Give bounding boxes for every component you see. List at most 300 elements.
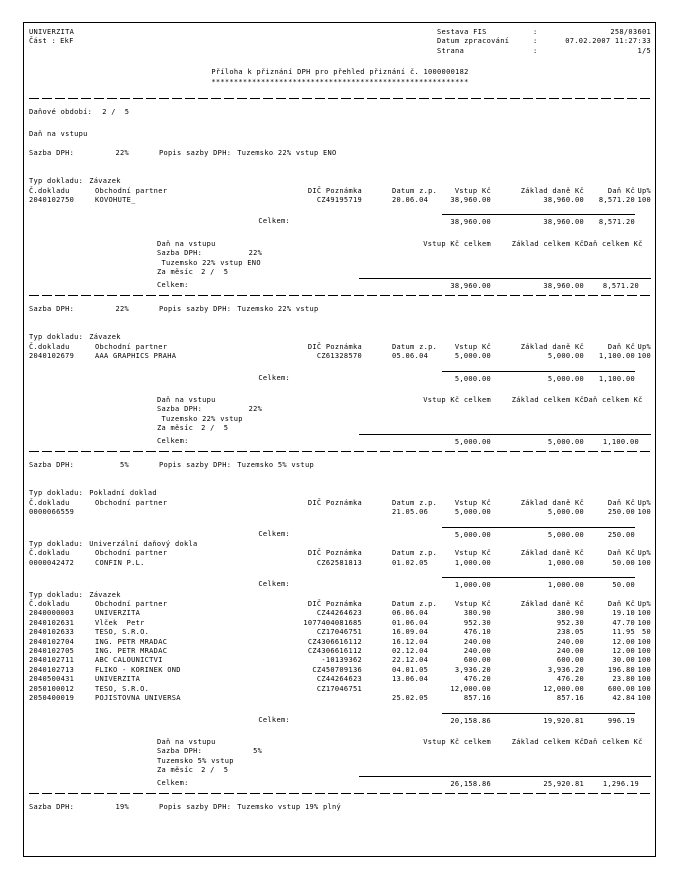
doc-type-line	[29, 177, 651, 186]
table-row	[29, 638, 651, 647]
cell-dic: CZ62581813	[316, 558, 362, 567]
total-spacer	[635, 371, 651, 384]
cell-partner: FLIKO - KORINEK OND	[95, 665, 181, 674]
cell-partner: ING. PETR MRADAC	[95, 637, 168, 646]
group-total-zaklad: 5,000.00	[491, 527, 584, 540]
summary-total-zaklad: 38,960.00	[491, 278, 584, 291]
col-header-doc: Č.dokladu	[29, 342, 70, 351]
cell-datum: 02.12.04	[392, 647, 429, 656]
sazba-dph-label: Sazba DPH:	[157, 249, 203, 258]
col-header-partner: Obchodní partner	[95, 186, 168, 195]
group-total-zaklad: 1,000.00	[491, 577, 584, 590]
summary-month-line	[29, 424, 651, 433]
group-total-vstup: 5,000.00	[442, 371, 491, 384]
cell-up: 100	[637, 609, 651, 618]
summary-col-zaklad: Základ celkem Kč	[511, 737, 584, 746]
org-block	[29, 28, 74, 56]
tax-direction-label: Daň na vstupu	[29, 130, 88, 139]
tax-direction-line	[29, 130, 651, 139]
report-paper	[23, 22, 656, 857]
rate-summary-block	[29, 396, 651, 447]
rate-header-line	[29, 305, 651, 314]
col-header-dic: DIČ Poznámka	[307, 600, 362, 609]
popis-sazby-desc: Tuzemsko 5% vstup	[237, 460, 314, 469]
col-header-datum: Datum z.p.	[392, 498, 438, 507]
group-total-label: Celkem:	[258, 373, 290, 382]
cell-vstup: 38,960.00	[450, 196, 491, 205]
group-total-row	[29, 527, 651, 540]
summary-total-line	[29, 278, 651, 291]
total-spacer	[362, 214, 442, 227]
group-total-vstup: 20,158.86	[442, 713, 491, 726]
col-header-vstup: Vstup Kč	[454, 600, 491, 609]
cell-vstup: 3,936.20	[454, 665, 491, 674]
popis-sazby-label: Popis sazby DPH:	[159, 460, 232, 469]
col-header-doc: Č.dokladu	[29, 186, 70, 195]
col-header-vstup: Vstup Kč	[454, 342, 491, 351]
typ-dokladu-value: Závazek	[89, 177, 121, 186]
total-spacer	[635, 713, 651, 726]
indent-spacer	[29, 415, 157, 424]
cell-dic: CZ4306616112	[307, 647, 362, 656]
rate-summary-block	[29, 738, 651, 789]
col-header-zaklad: Základ daně Kč	[520, 498, 584, 507]
cell-zaklad: 12,000.00	[543, 684, 584, 693]
summary-col-dan: Daň celkem Kč	[584, 239, 643, 248]
summary-total-vstup: 26,158.86	[359, 776, 491, 789]
cell-doc: 2040102711	[29, 656, 75, 665]
group-total-label: Celkem:	[258, 580, 290, 589]
col-header-zaklad: Základ daně Kč	[520, 549, 584, 558]
cell-dic: CZ17046751	[316, 684, 362, 693]
cell-dan: 23.80	[612, 675, 635, 684]
cell-vstup: 476.20	[463, 675, 491, 684]
za-mesic-label: Za měsíc	[157, 766, 194, 775]
cell-vstup: 380.90	[463, 609, 491, 618]
summary-total-vstup: 38,960.00	[359, 278, 491, 291]
col-header-partner: Obchodní partner	[95, 342, 168, 351]
cell-vstup: 600.00	[463, 656, 491, 665]
section-separator	[29, 793, 651, 794]
cell-partner: ABC CALOUNICTVI	[95, 656, 163, 665]
sazba-dph-rate: 22%	[115, 304, 129, 313]
za-mesic-value: 2 / 5	[201, 424, 229, 433]
total-spacer	[635, 527, 651, 540]
cell-up: 50	[641, 628, 651, 637]
col-header-dan: Daň Kč	[607, 342, 635, 351]
col-header-vstup: Vstup Kč	[454, 186, 491, 195]
report-title: Příloha k přiznání DPH pro přehled přiznání č. 1000000182	[211, 68, 469, 77]
col-header-datum: Datum z.p.	[392, 549, 438, 558]
summary-month-line	[29, 766, 651, 775]
summary-direction-label: Daň na vstupu	[157, 239, 216, 248]
summary-desc: Tuzemsko 5% vstup	[157, 756, 234, 765]
cell-datum: 21.05.06	[392, 508, 429, 517]
cell-dic: CZ4306616112	[307, 637, 362, 646]
cell-dan: 50.00	[612, 558, 635, 567]
table-row	[29, 559, 651, 568]
summary-total-zaklad: 25,920.81	[491, 776, 584, 789]
summary-header-line	[29, 240, 651, 249]
org-name: UNIVERZITA	[29, 28, 75, 36]
cell-partner: POJISTOVNA UNIVERSA	[95, 694, 181, 703]
col-header-zaklad: Základ daně Kč	[520, 600, 584, 609]
meta-colon: :	[533, 46, 538, 55]
cell-up: 100	[637, 196, 651, 205]
cell-datum: 20.06.04	[392, 196, 429, 205]
col-header-doc: Č.dokladu	[29, 498, 70, 507]
meta-label: Sestava FIS	[437, 28, 487, 36]
cell-zaklad: 38,960.00	[543, 196, 584, 205]
meta-label: Strana	[437, 46, 465, 55]
title-underline: *********************************************************	[211, 77, 469, 86]
cell-doc: 2040102631	[29, 618, 75, 627]
dept-label: Část :	[29, 37, 57, 46]
report-topbar	[29, 28, 651, 56]
cell-zaklad: 3,936.20	[547, 665, 584, 674]
cell-vstup: 240.00	[463, 647, 491, 656]
popis-sazby-desc: Tuzemsko 22% vstup	[237, 304, 319, 313]
col-header-zaklad: Základ daně Kč	[520, 186, 584, 195]
rate-header-line	[29, 461, 651, 470]
group-total-zaklad: 19,920.81	[491, 713, 584, 726]
popis-sazby-label: Popis sazby DPH:	[159, 802, 232, 811]
table-row	[29, 609, 651, 618]
cell-dan: 600.00	[607, 684, 635, 693]
col-header-dan: Daň Kč	[607, 600, 635, 609]
cell-datum: 05.06.04	[392, 352, 429, 361]
cell-doc: 2040000003	[29, 609, 75, 618]
typ-dokladu-value: Pokladní doklad	[89, 489, 157, 498]
cell-dic: CZ49195719	[316, 196, 362, 205]
group-total-label: Celkem:	[258, 529, 290, 538]
cell-up: 100	[637, 637, 651, 646]
cell-datum: 25.02.05	[392, 694, 429, 703]
cell-dic: CZ61328570	[316, 352, 362, 361]
cell-datum: 16.09.04	[392, 628, 429, 637]
indent-spacer	[29, 766, 157, 775]
total-spacer	[635, 577, 651, 590]
summary-desc-line	[29, 757, 651, 766]
cell-dic: CZ450709136	[312, 665, 362, 674]
cell-zaklad: 5,000.00	[547, 352, 584, 361]
cell-dan: 11.95	[612, 628, 635, 637]
col-header-partner: Obchodní partner	[95, 600, 168, 609]
report-section	[29, 461, 651, 794]
meta-value: 258/03601	[610, 28, 651, 36]
popis-sazby-desc: Tuzemsko vstup 19% plný	[237, 802, 342, 811]
col-header-datum: Datum z.p.	[392, 600, 438, 609]
period-value: 2 / 5	[102, 108, 130, 117]
sazba-dph-label: Sazba DPH:	[29, 148, 75, 157]
group-total-dan: 8,571.20	[584, 214, 635, 227]
col-header-doc: Č.dokladu	[29, 600, 70, 609]
sazba-dph-label: Sazba DPH:	[157, 747, 203, 756]
table-header-row	[29, 600, 651, 609]
col-header-dic: DIČ Poznámka	[307, 549, 362, 558]
table-row	[29, 508, 651, 517]
cell-dan: 30.00	[612, 656, 635, 665]
summary-rate-value: 5%	[253, 747, 263, 756]
sazba-dph-label: Sazba DPH:	[157, 405, 203, 414]
cell-dic: CZ44264623	[316, 609, 362, 618]
za-mesic-value: 2 / 5	[201, 766, 229, 775]
cell-dic: -10139362	[321, 656, 362, 665]
cell-dan: 1,100.00	[598, 352, 635, 361]
cell-zaklad: 240.00	[556, 637, 584, 646]
group-total-vstup: 5,000.00	[442, 527, 491, 540]
sazba-dph-rate: 22%	[115, 148, 129, 157]
cell-doc: 2040102750	[29, 196, 75, 205]
za-mesic-label: Za měsíc	[157, 268, 194, 277]
cell-doc: 2040102705	[29, 647, 75, 656]
cell-partner	[95, 508, 235, 517]
cell-zaklad: 1,000.00	[547, 558, 584, 567]
cell-up: 100	[637, 665, 651, 674]
group-total-vstup: 38,960.00	[442, 214, 491, 227]
summary-direction-label: Daň na vstupu	[157, 395, 216, 404]
cell-partner: UNIVERZITA	[95, 609, 141, 618]
popis-sazby-desc: Tuzemsko 22% vstup ENO	[237, 148, 337, 157]
summary-col-vstup: Vstup Kč celkem	[423, 737, 491, 746]
table-row	[29, 352, 651, 361]
group-total-row	[29, 713, 651, 726]
col-header-dan: Daň Kč	[607, 549, 635, 558]
summary-total-label: Celkem:	[157, 436, 189, 445]
sazba-dph-label: Sazba DPH:	[29, 460, 75, 469]
col-header-dan: Daň Kč	[607, 498, 635, 507]
cell-vstup: 240.00	[463, 637, 491, 646]
col-header-datum: Datum z.p.	[392, 342, 438, 351]
summary-desc-line	[29, 259, 651, 268]
summary-total-line	[29, 776, 651, 789]
col-header-up: Up%	[637, 600, 651, 609]
table-row	[29, 196, 651, 205]
meta-row-strana	[437, 47, 651, 56]
group-total-zaklad: 38,960.00	[491, 214, 584, 227]
rate-header-line	[29, 803, 651, 812]
cell-doc: 0000042472	[29, 558, 75, 567]
doc-type-line	[29, 333, 651, 342]
cell-zaklad: 476.20	[556, 675, 584, 684]
summary-total-dan: 1,100.00	[584, 434, 651, 447]
summary-total-dan: 8,571.20	[584, 278, 651, 291]
col-header-dic: DIČ Poznámka	[307, 186, 362, 195]
rate-summary-block	[29, 240, 651, 291]
typ-dokladu-label: Typ dokladu:	[29, 177, 84, 186]
cell-up: 100	[637, 558, 651, 567]
group-total-dan: 250.00	[584, 527, 635, 540]
doc-group	[29, 489, 651, 540]
group-total-zaklad: 5,000.00	[491, 371, 584, 384]
cell-vstup: 5,000.00	[454, 508, 491, 517]
col-header-up: Up%	[637, 186, 651, 195]
typ-dokladu-value: Univerzální daňový dokla	[89, 540, 198, 548]
col-header-dic: DIČ Poznámka	[307, 342, 362, 351]
summary-col-zaklad: Základ celkem Kč	[511, 395, 584, 404]
group-total-row	[29, 577, 651, 590]
col-header-up: Up%	[637, 498, 651, 507]
summary-total-zaklad: 5,000.00	[491, 434, 584, 447]
total-spacer	[362, 371, 442, 384]
cell-vstup: 952.30	[463, 618, 491, 627]
cell-dic	[235, 508, 362, 517]
cell-up: 100	[637, 618, 651, 627]
cell-dan: 12.00	[612, 637, 635, 646]
group-total-vstup: 1,000.00	[442, 577, 491, 590]
group-total-row	[29, 371, 651, 384]
indent-spacer	[29, 757, 157, 766]
cell-vstup: 857.16	[463, 694, 491, 703]
sazba-dph-rate: 5%	[119, 460, 129, 469]
cell-doc: 2040102704	[29, 637, 75, 646]
summary-total-label: Celkem:	[157, 778, 189, 787]
cell-dic	[235, 694, 362, 703]
summary-col-dan: Daň celkem Kč	[584, 737, 643, 746]
doc-group	[29, 591, 651, 726]
group-total-label: Celkem:	[258, 715, 290, 724]
summary-header-line	[29, 738, 651, 747]
meta-row-datum	[437, 37, 651, 46]
summary-rate-value: 22%	[248, 405, 263, 414]
za-mesic-label: Za měsíc	[157, 424, 194, 433]
cell-doc: 2050400019	[29, 694, 75, 703]
sections-host	[29, 149, 651, 813]
table-header-row	[29, 499, 651, 508]
typ-dokladu-label: Typ dokladu:	[29, 333, 84, 342]
summary-desc: Tuzemsko 22% vstup	[157, 414, 243, 423]
cell-up: 100	[637, 656, 651, 665]
table-row	[29, 619, 651, 628]
report-section	[29, 305, 651, 452]
meta-label: Datum zpracování	[437, 37, 510, 46]
cell-partner: TESO, S.R.O.	[95, 684, 150, 693]
cell-vstup: 476.10	[463, 628, 491, 637]
indent-spacer	[29, 747, 157, 756]
summary-total-line	[29, 434, 651, 447]
col-header-partner: Obchodní partner	[95, 549, 168, 558]
cell-datum: 16.12.04	[392, 637, 429, 646]
summary-col-zaklad: Základ celkem Kč	[511, 239, 584, 248]
cell-zaklad: 5,000.00	[547, 508, 584, 517]
cell-dan: 8,571.20	[598, 196, 635, 205]
cell-zaklad: 952.30	[556, 618, 584, 627]
total-spacer	[362, 713, 442, 726]
sazba-dph-label: Sazba DPH:	[29, 304, 75, 313]
cell-zaklad: 857.16	[556, 694, 584, 703]
table-row	[29, 694, 651, 703]
summary-month-line	[29, 268, 651, 277]
cell-partner: TESO, S.R.O.	[95, 628, 150, 637]
cell-doc: 2050100012	[29, 684, 75, 693]
report-content	[29, 28, 651, 831]
indent-spacer	[29, 268, 157, 277]
cell-doc: 2040102679	[29, 352, 75, 361]
table-header-row	[29, 549, 651, 558]
indent-spacer	[29, 249, 157, 258]
report-section	[29, 149, 651, 296]
meta-value: 1/5	[637, 46, 651, 55]
cell-vstup: 12,000.00	[450, 684, 491, 693]
rate-header-line	[29, 149, 651, 158]
total-spacer	[362, 577, 442, 590]
cell-zaklad: 600.00	[556, 656, 584, 665]
section-separator	[29, 451, 651, 452]
cell-partner: Vlček Petr	[95, 618, 145, 627]
cell-partner: KOVOHUTE_	[95, 196, 136, 205]
cell-partner: ING. PETR MRADAC	[95, 647, 168, 656]
meta-row-sestava	[437, 28, 651, 37]
cell-partner: CONFIN P.L.	[95, 558, 145, 567]
report-section	[29, 803, 651, 812]
summary-total-vstup: 5,000.00	[359, 434, 491, 447]
cell-datum: 13.06.04	[392, 675, 429, 684]
table-row	[29, 666, 651, 675]
header-separator	[29, 98, 651, 99]
table-row	[29, 675, 651, 684]
title-block	[29, 68, 651, 87]
typ-dokladu-label: Typ dokladu:	[29, 489, 84, 498]
typ-dokladu-label: Typ dokladu:	[29, 590, 84, 599]
col-header-partner: Obchodní partner	[95, 498, 168, 507]
total-spacer	[635, 214, 651, 227]
summary-desc-line	[29, 415, 651, 424]
col-header-zaklad: Základ daně Kč	[520, 342, 584, 351]
tax-period-line	[29, 108, 651, 117]
col-header-dic: DIČ Poznámka	[307, 498, 362, 507]
cell-dic: CZ44264623	[316, 675, 362, 684]
cell-doc: 2040102713	[29, 665, 75, 674]
summary-desc: Tuzemsko 22% vstup ENO	[157, 258, 261, 267]
meta-colon: :	[533, 28, 538, 36]
group-total-label: Celkem:	[258, 217, 290, 226]
summary-col-dan: Daň celkem Kč	[584, 395, 643, 404]
typ-dokladu-value: Závazek	[89, 590, 121, 599]
col-header-datum: Datum z.p.	[392, 186, 438, 195]
table-row	[29, 685, 651, 694]
cell-dan: 42.84	[612, 694, 635, 703]
cell-datum: 01.02.05	[392, 558, 429, 567]
cell-partner: UNIVERZITA	[95, 675, 141, 684]
section-separator	[29, 295, 651, 296]
popis-sazby-label: Popis sazby DPH:	[159, 148, 232, 157]
cell-dan: 196.80	[607, 665, 635, 674]
doc-type-line	[29, 489, 651, 498]
cell-partner: AAA GRAPHICS PRAHA	[95, 352, 177, 361]
period-label: Daňové období:	[29, 108, 93, 117]
cell-up: 100	[637, 675, 651, 684]
meta-value: 07.02.2007 11:27:33	[565, 37, 651, 46]
col-header-up: Up%	[637, 549, 651, 558]
summary-col-vstup: Vstup Kč celkem	[423, 239, 491, 248]
cell-doc: 0000066559	[29, 508, 75, 517]
cell-dic: 1077404081685	[303, 618, 362, 627]
col-header-vstup: Vstup Kč	[454, 549, 491, 558]
summary-total-dan: 1,296.19	[584, 776, 651, 789]
col-header-dan: Daň Kč	[607, 186, 635, 195]
cell-up: 100	[637, 647, 651, 656]
meta-block	[437, 28, 651, 56]
cell-up: 100	[637, 694, 651, 703]
group-total-dan: 996.19	[584, 713, 635, 726]
group-total-row	[29, 214, 651, 227]
cell-datum: 06.06.04	[392, 609, 429, 618]
cell-vstup: 5,000.00	[454, 352, 491, 361]
typ-dokladu-value: Závazek	[89, 333, 121, 342]
table-header-row	[29, 187, 651, 196]
cell-up: 100	[637, 508, 651, 517]
cell-vstup: 1,000.00	[454, 558, 491, 567]
